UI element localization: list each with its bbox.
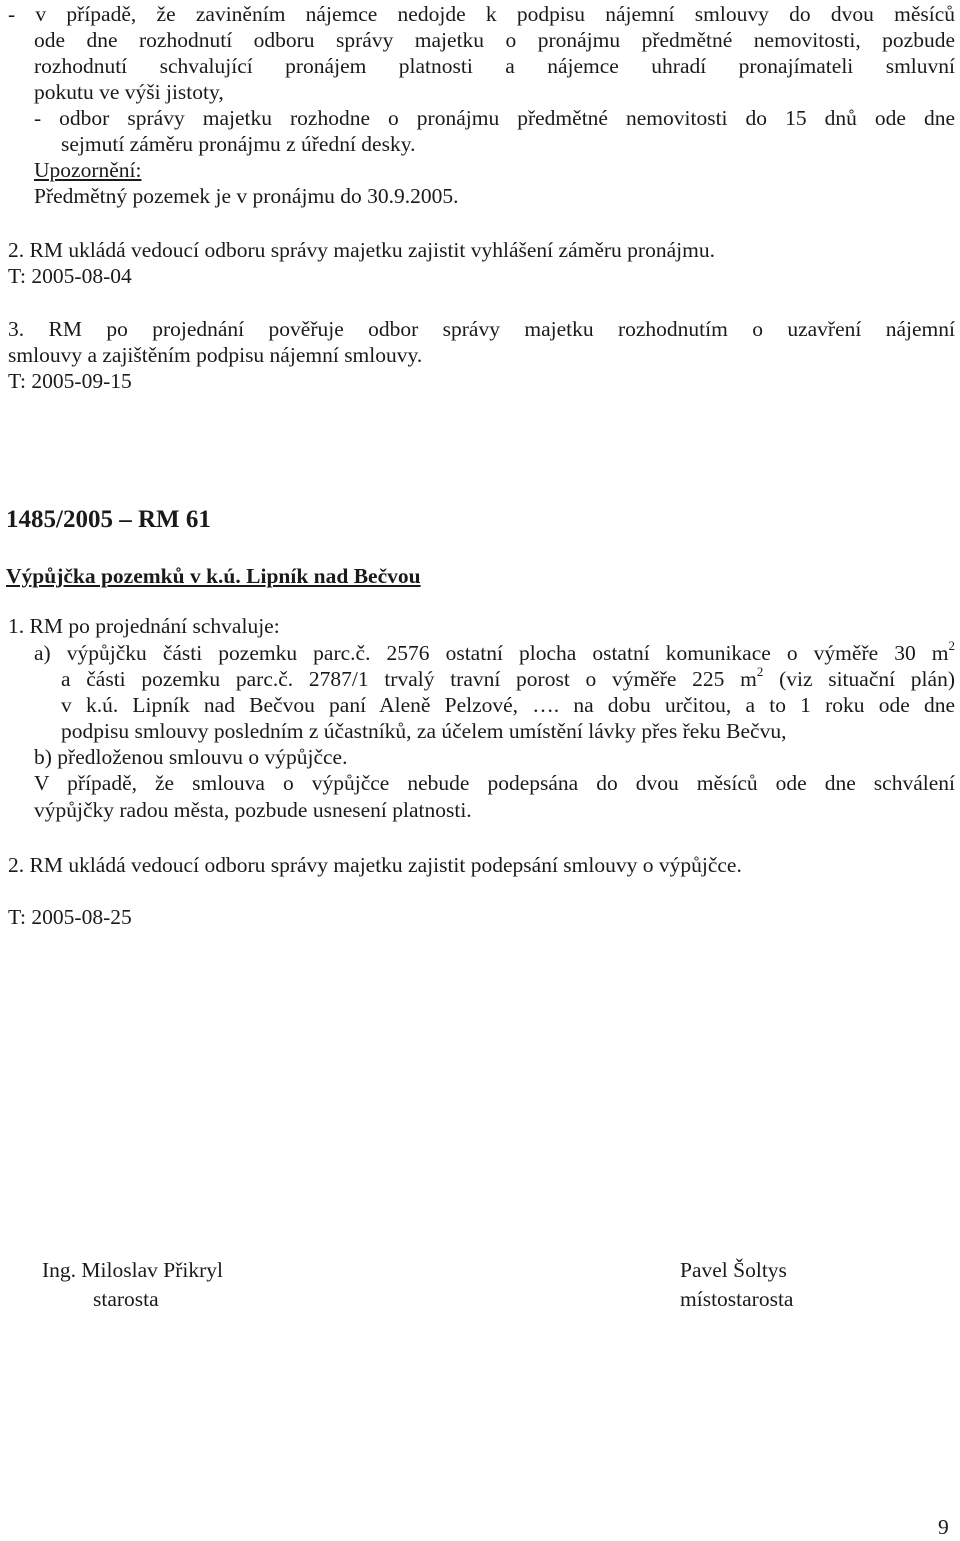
item-a-line-1 <box>34 640 955 666</box>
signature-right-role: místostarosta <box>680 1287 794 1311</box>
bullet-1-line-4: pokutu ve výši jistoty, <box>34 80 224 104</box>
item-3-line-2: smlouvy a zajištěním podpisu nájemní smlouvy. <box>8 343 423 367</box>
resolution-deadline: T: 2005-08-25 <box>8 905 132 929</box>
notice-text: Předmětný pozemek je v pronájmu do 30.9.2005. <box>34 184 459 208</box>
item-b: b) předloženou smlouvu o výpůjčce. <box>34 745 348 769</box>
item-a-line-2-text: a části pozemku parc.č. 2787/1 trvalý travní porost o výměře 225 m <box>61 667 757 691</box>
signature-left-name: Ing. Miloslav Přikryl <box>42 1258 223 1282</box>
page-number: 9 <box>938 1515 949 1539</box>
item-a-line-2-end: (viz situační plán) <box>763 667 955 691</box>
resolution-item-2: 2. RM ukládá vedoucí odboru správy majetku zajistit podepsání smlouvy o výpůjčce. <box>8 853 742 877</box>
superscript-2: 2 <box>756 664 764 679</box>
item-a-line-4: podpisu smlouvy posledním z účastníků, za účelem umístění lávky přes řeku Bečvu, <box>61 719 787 743</box>
condition-line-1: V případě, že smlouva o výpůjčce nebude podepsána do dvou měsíců ode dne schválení <box>34 771 955 795</box>
item-2-text: 2. RM ukládá vedoucí odboru správy majetku zajistit vyhlášení záměru pronájmu. <box>8 238 715 262</box>
item-a-line-2 <box>61 666 955 692</box>
item-3-deadline: T: 2005-09-15 <box>8 369 132 393</box>
resolution-number: 1485/2005 – RM 61 <box>6 506 211 533</box>
signature-left-role: starosta <box>93 1287 159 1311</box>
condition-line-2: výpůjčky radou města, pozbude usnesení platnosti. <box>34 798 472 822</box>
signature-right-name: Pavel Šoltys <box>680 1258 787 1282</box>
item-2-deadline: T: 2005-08-04 <box>8 264 132 288</box>
bullet-1-line-1: - v případě, že zaviněním nájemce nedojde k podpisu nájemní smlouvy do dvou měsíců <box>8 2 955 26</box>
superscript-2: 2 <box>948 638 955 653</box>
resolution-item-1: 1. RM po projednání schvaluje: <box>8 614 280 638</box>
bullet-1-line-3: rozhodnutí schvalující pronájem platnosti a nájemce uhradí pronajímateli smluvní <box>34 54 955 78</box>
bullet-2-line-1: - odbor správy majetku rozhodne o pronájmu předmětné nemovitosti do 15 dnů ode dne <box>34 106 955 130</box>
item-a-line-3: v k.ú. Lipník nad Bečvou paní Aleně Pelzové, …. na dobu určitou, a to 1 roku ode dne <box>61 693 955 717</box>
bullet-1-line-2: ode dne rozhodnutí odboru správy majetku o pronájmu předmětné nemovitosti, pozbude <box>34 28 955 52</box>
item-a-line-1-text: a) výpůjčku části pozemku parc.č. 2576 ostatní plocha ostatní komunikace o výměře 30 m <box>34 641 949 665</box>
item-3-line-1: 3. RM po projednání pověřuje odbor správy majetku rozhodnutím o uzavření nájemní <box>8 317 955 341</box>
bullet-2-line-2: sejmutí záměru pronájmu z úřední desky. <box>61 132 416 156</box>
resolution-title: Výpůjčka pozemků v k.ú. Lipník nad Bečvou <box>6 564 421 588</box>
notice-label: Upozornění: <box>34 158 142 182</box>
